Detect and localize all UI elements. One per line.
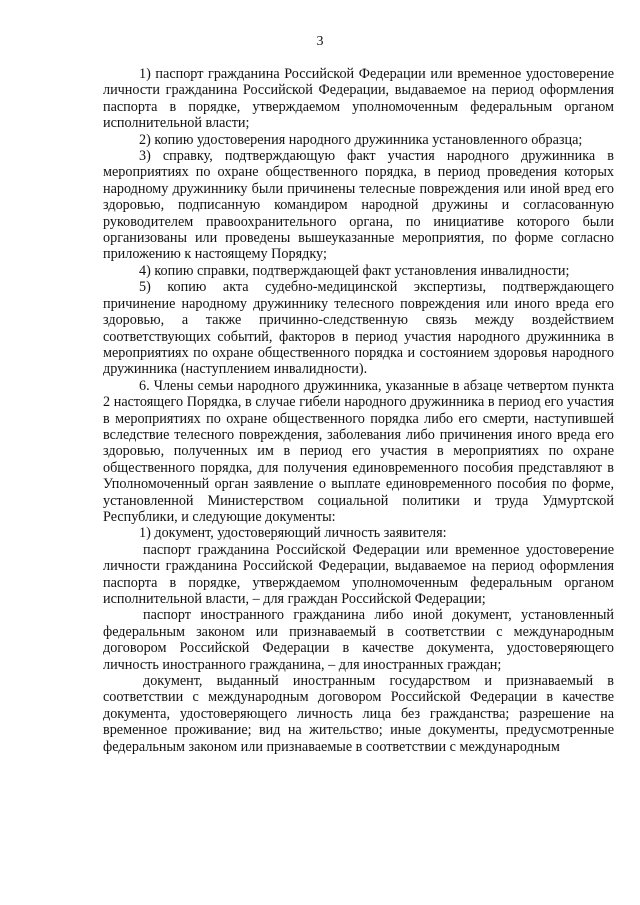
paragraph-stateless-document: документ, выданный иностранным государством и признаваемый в соответствии с международным договором Российской Федерации в качестве документа, удостоверяющего личность лица без гражданства; разрешение на временное проживание; вид на жительство; иные документы, предусмотренные федеральным законом или признаваемые в соответствии с международным [103, 673, 614, 755]
paragraph-item-1: 1) паспорт гражданина Российской Федерации или временное удостоверение личности гражданина Российской Федерации, выдаваемое на период оформления паспорта в порядке, утверждаемом уполномоченным федеральным органом исполнительной власти; [103, 66, 614, 132]
paragraph-item-5: 5) копию акта судебно-медицинской экспертизы, подтверждающего причинение народному дружиннику телесного повреждения или иного вреда его здоровью, а также причинно-следственную связь между воздействием соответствующих событий, факторов в период участия народного дружинника в мероприятиях по охране общественного порядка и состоянием здоровья народного дружинника (наступлением инвалидности). [103, 279, 614, 378]
paragraph-foreign-passport: паспорт иностранного гражданина либо иной документ, установленный федеральным законом или признаваемый в соответствии с международным договором Российской Федерации в качестве документа, удостоверяющего личность иностранного гражданина, – для иностранных граждан; [103, 607, 614, 673]
paragraph-item-1-identity: 1) документ, удостоверяющий личность заявителя: [139, 525, 447, 542]
paragraph-russian-passport: паспорт гражданина Российской Федерации или временное удостоверение личности гражданина Российской Федерации, выдаваемое на период оформления паспорта в порядке, утверждаемом уполномоченным федеральным органом исполнительной власти, – для граждан Российской Федерации; [103, 541, 614, 607]
paragraph-item-3: 3) справку, подтверждающую факт участия народного дружинника в мероприятиях по охране общественного порядка, в период проведения которых народному дружиннику были причинены телесные повреждения или иной вред его здоровью, подписанную командиром народной дружины и согласованную руководителем правоохранительного органа, по инициативе которого были организованы или проведены вышеуказанные мероприятия, по форме согласно приложению к настоящему Порядку; [103, 148, 614, 263]
paragraph-clause-6: 6. Члены семьи народного дружинника, указанные в абзаце четвертом пункта 2 настоящего Порядка, в случае гибели народного дружинника в период его участия в мероприятиях по охране общественного порядка либо его смерти, наступившей вследствие телесного повреждения, заболевания либо причинения иного вреда его здоровью, полученных им в период его участия в мероприятиях по охране общественного порядка, для получения единовременного пособия представляют в Уполномоченный орган заявление о выплате единовременного пособия по форме, установленной Министерством социальной политики и труда Удмуртской Республики, и следующие документы: [103, 377, 614, 525]
page-number: 3 [316, 34, 324, 49]
paragraph-item-2: 2) копию удостоверения народного дружинника установленного образца; [139, 131, 583, 148]
paragraph-item-4: 4) копию справки, подтверждающей факт установления инвалидности; [139, 262, 570, 279]
document-body [103, 66, 614, 755]
